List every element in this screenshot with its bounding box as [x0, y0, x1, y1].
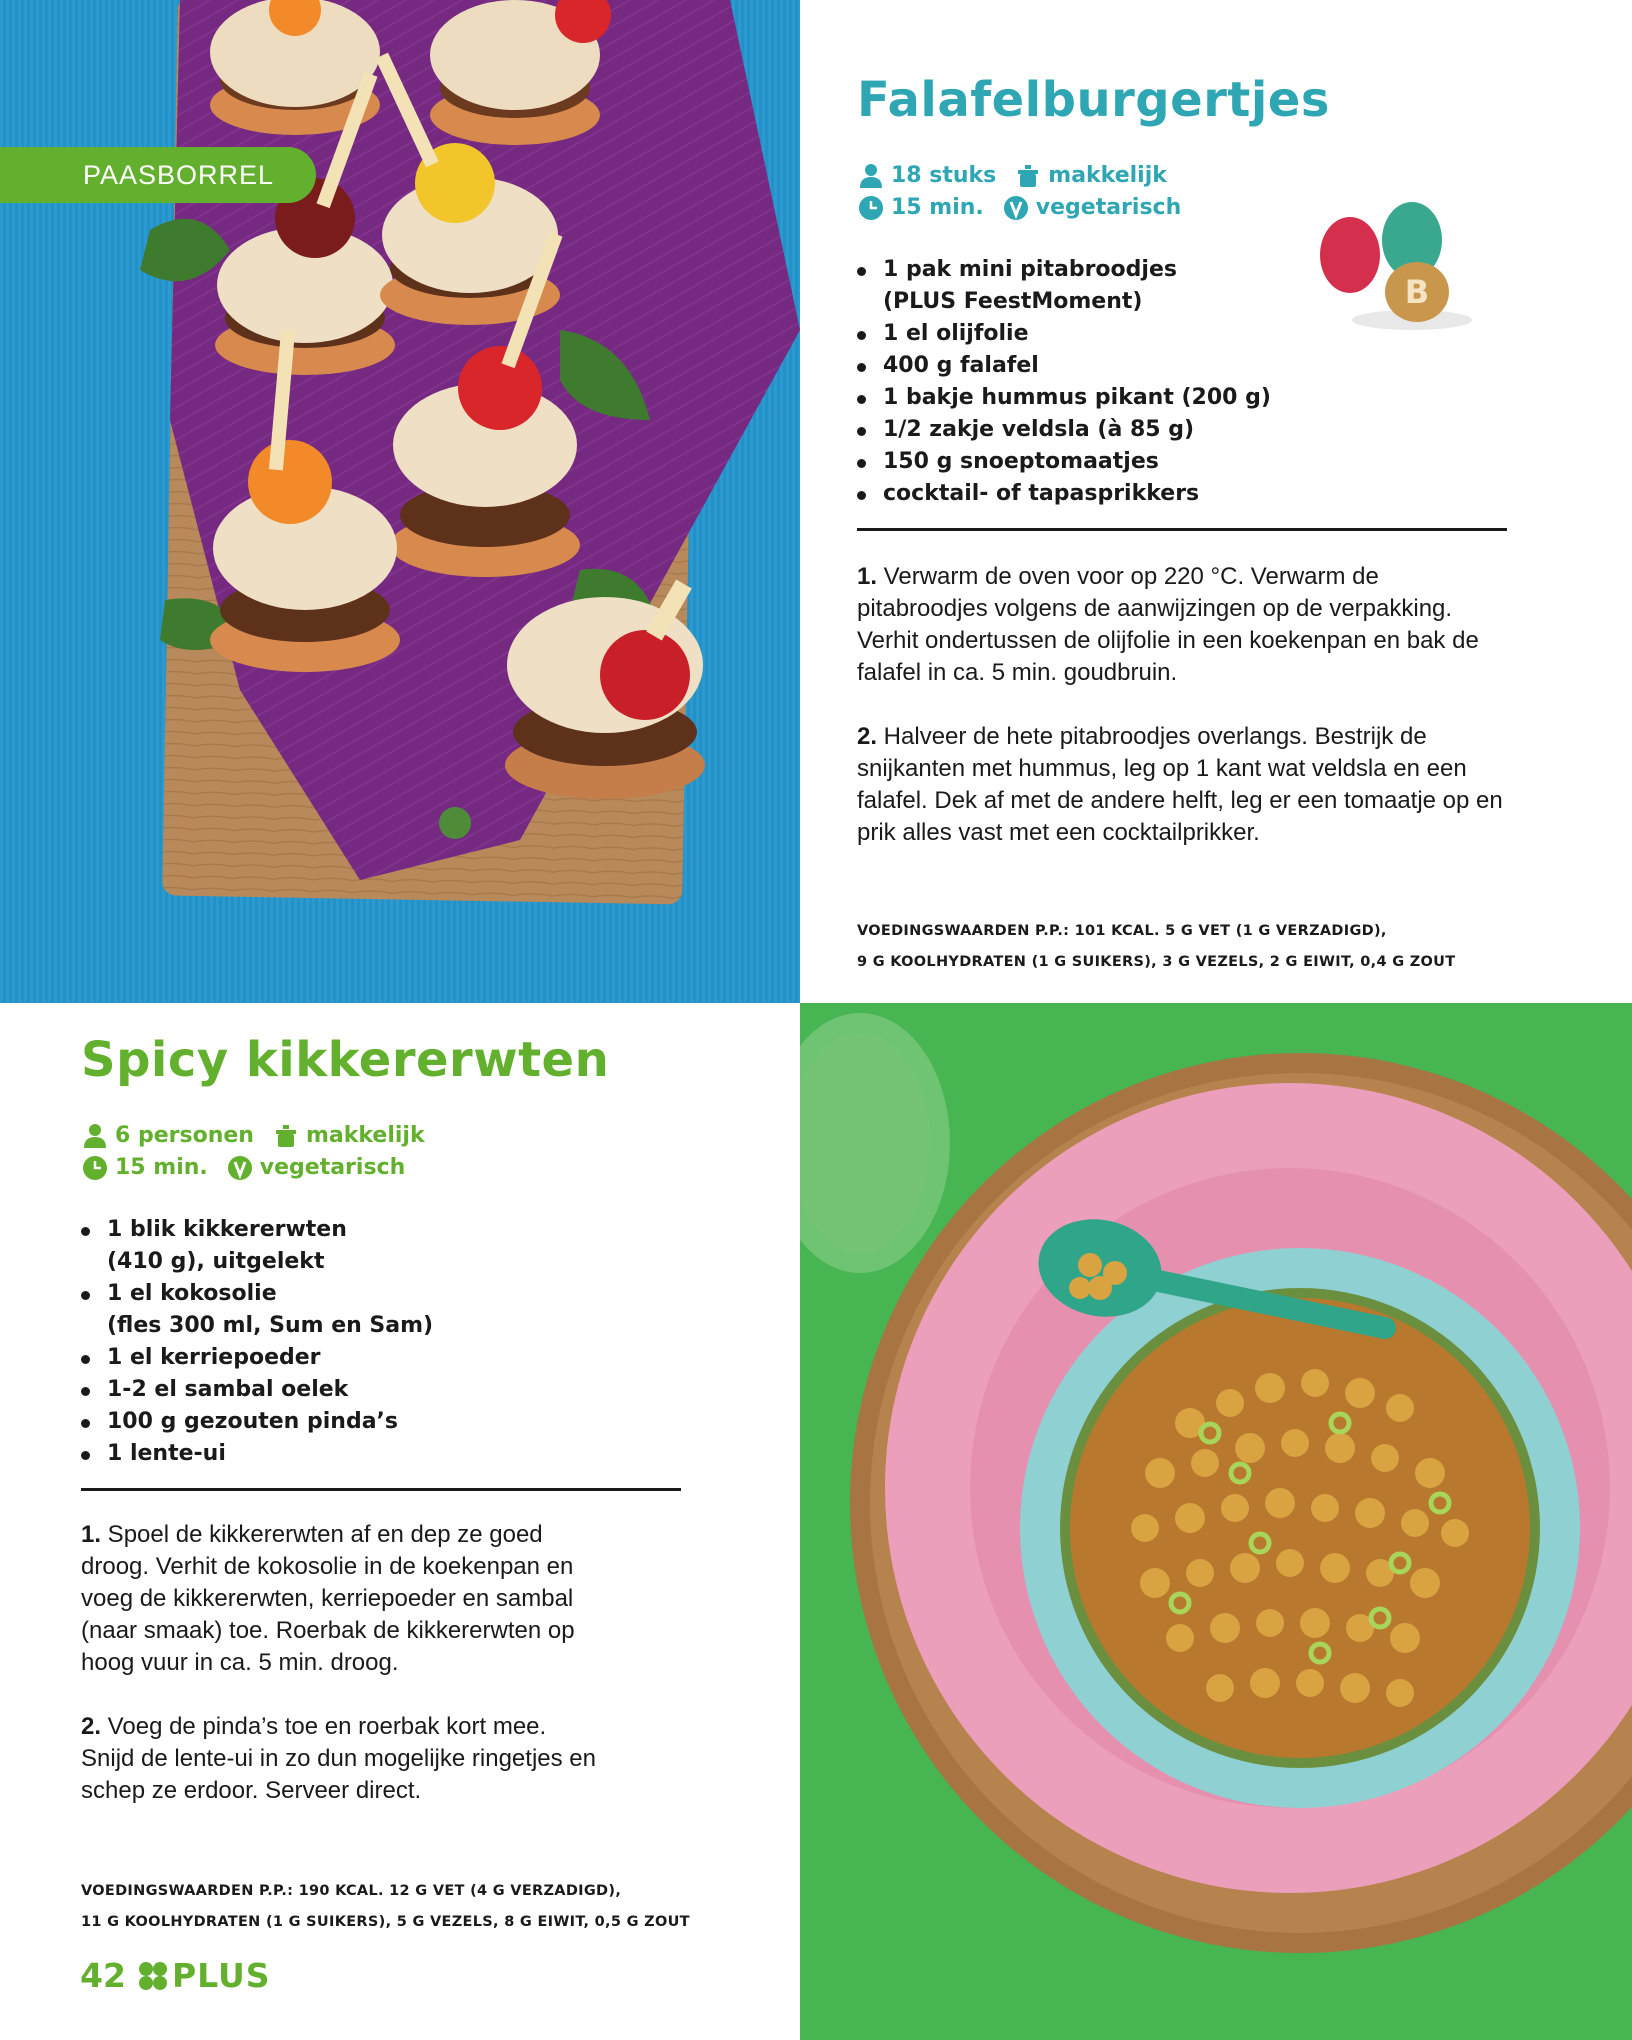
difficulty: makkelijk: [1014, 160, 1167, 192]
servings: 18 stuks: [857, 160, 996, 192]
recipe-title: Falafelburgertjes: [857, 72, 1330, 128]
ingredient-continuation: (PLUS FeestMoment): [883, 289, 1143, 314]
recipe-meta: [81, 1120, 681, 1184]
ingredient-continuation: (fles 300 ml, Sum en Sam): [107, 1313, 434, 1338]
section-tag: PAASBORREL: [0, 147, 316, 203]
instruction-step: 2. Voeg de pinda’s toe en roerbak kort mee. Snijd de lente-ui in zo dun mogelijke ringetjes en schep ze erdoor. Serveer direct.: [81, 1713, 596, 1804]
nutrition-info-bottom: VOEDINGSWAARDEN P.P.: 190 KCAL. 12 G VET (4 G VERZADIGD), 11 G KOOLHYDRATEN (1 G SUIKERS), 5 G VEZELS, 8 G EIWIT, 0,5 G ZOUT: [81, 1883, 690, 1930]
pot-icon: [1014, 162, 1042, 190]
plus-logo: PLUS: [138, 1956, 271, 1995]
prep-time: 15 min.: [81, 1152, 208, 1184]
chickpea-illustration: [800, 1003, 1632, 2040]
recipe-spicy-kikkererwten: [81, 1032, 681, 1807]
divider: [857, 528, 1507, 531]
difficulty: makkelijk: [272, 1120, 425, 1152]
ingredient: 1 bakje hummus pikant (200 g): [857, 382, 1507, 414]
ingredient: 1/2 zakje veldsla (à 85 g): [857, 414, 1507, 446]
clock-icon: [857, 194, 885, 222]
mini-burger: [430, 0, 611, 145]
instruction-step: 1. Verwarm de oven voor op 220 °C. Verwarm de pitabroodjes volgens de aanwijzingen op de verpakking. Verhit ondertussen de olijfolie in een koekenpan en bak de falafel in ca. 5 min. goudbruin.: [857, 563, 1479, 686]
vegetarian-icon: [226, 1154, 254, 1182]
ingredient: 1-2 el sambal oelek: [81, 1374, 681, 1406]
ingredient: 1 el kerriepoeder: [81, 1342, 681, 1374]
ingredient: 1 el kokosolie: [81, 1278, 681, 1310]
recipe-title: Spicy kikkererwten: [81, 1032, 610, 1088]
clock-icon: [81, 1154, 109, 1182]
diet: vegetarisch: [1002, 192, 1181, 224]
ingredient: 400 g falafel: [857, 350, 1507, 382]
page-footer: [80, 1956, 271, 1995]
ingredient: cocktail- of tapasprikkers: [857, 478, 1507, 510]
spicy-chickpeas-photo: [800, 1003, 1632, 2040]
ingredient-list: [81, 1214, 681, 1470]
page-number: 42: [80, 1956, 126, 1995]
instruction-step: 2. Halveer de hete pitabroodjes overlangs. Bestrijk de snijkanten met hummus, leg op 1 kant wat veldsla en een falafel. Dek af met de andere helft, leg er een tomaatje op en prik alles vast met een cocktailprikker.: [857, 723, 1503, 846]
prep-time: 15 min.: [857, 192, 984, 224]
divider: [81, 1488, 681, 1491]
ingredient: 1 el olijfolie: [857, 318, 1507, 350]
ingredient: 150 g snoeptomaatjes: [857, 446, 1507, 478]
person-icon: [857, 162, 885, 190]
diet: vegetarisch: [226, 1152, 405, 1184]
person-icon: [81, 1122, 109, 1150]
ingredient: 1 lente-ui: [81, 1438, 681, 1470]
vegetarian-icon: [1002, 194, 1030, 222]
egg-letter: B: [1404, 273, 1430, 311]
ingredient: 1 blik kikkererwten: [81, 1214, 681, 1246]
nutrition-info-top: VOEDINGSWAARDEN P.P.: 101 KCAL. 5 G VET (1 G VERZADIGD), 9 G KOOLHYDRATEN (1 G SUIKERS), 3 G VEZELS, 2 G EIWIT, 0,4 G ZOUT: [857, 923, 1456, 970]
instruction-step: 1. Spoel de kikkererwten af en dep ze goed droog. Verhit de kokosolie in de koekenpan en voeg de kikkererwten, kerriepoeder en sambal (naar smaak) toe. Roerbak de kikkererwten op hoog vuur in ca. 5 min. droog.: [81, 1521, 575, 1676]
ingredient: 100 g gezouten pinda’s: [81, 1406, 681, 1438]
easter-eggs-decoration: [1312, 200, 1472, 340]
recipe-falafelburgertjes: [857, 72, 1507, 849]
plus-brand-icon: [138, 1961, 168, 1991]
pot-icon: [272, 1122, 300, 1150]
ingredient-continuation: (410 g), uitgelekt: [107, 1249, 325, 1274]
ingredient: 1 pak mini pitabroodjes: [857, 254, 1507, 286]
servings: 6 personen: [81, 1120, 254, 1152]
